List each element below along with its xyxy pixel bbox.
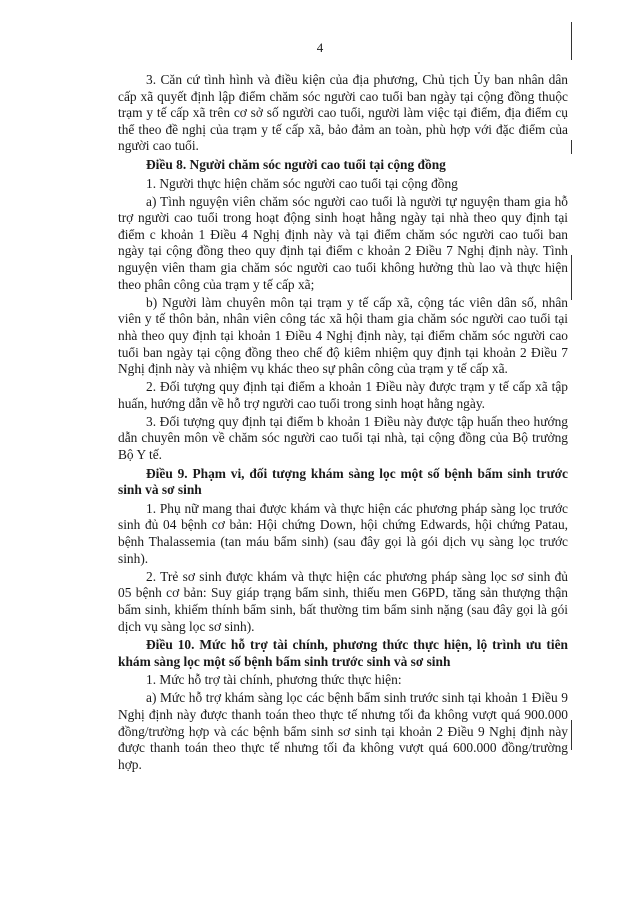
paragraph: a) Mức hỗ trợ khám sàng lọc các bệnh bẩm sinh trước sinh tại khoản 1 Điều 9 Nghị định này được thanh toán theo thực tế nhưng tối đa không vượt quá 900.000 đồng/trường hợp và các bệnh bẩm sinh sơ sinh tại khoản 2 Điều 9 Nghị định này được thanh toán theo thực tế nhưng tối đa không vượt quá 600.000 đồng/trường hợp. xyxy=(118,690,568,772)
document-body xyxy=(118,72,568,775)
margin-rule xyxy=(571,140,572,154)
article-heading: Điều 8. Người chăm sóc người cao tuổi tại cộng đồng xyxy=(146,156,446,172)
paragraph: 2. Trẻ sơ sinh được khám và thực hiện các phương pháp sàng lọc sơ sinh đủ 05 bệnh cơ bản: Suy giáp trạng bẩm sinh, thiếu men G6PD, tăng sản thượng thận bẩm sinh, khiếm thính bẩm sinh, bất thường tim bẩm sinh nặng (sau đây gọi là gói dịch vụ sàng lọc sơ sinh). xyxy=(118,568,568,634)
article-heading: Điều 10. Mức hỗ trợ tài chính, phương thức thực hiện, lộ trình ưu tiên khám sàng lọc một số bệnh bẩm sinh trước sinh và sơ sinh xyxy=(118,637,568,669)
article-heading: Điều 9. Phạm vi, đối tượng khám sàng lọc một số bệnh bẩm sinh trước sinh và sơ sinh xyxy=(118,465,568,498)
margin-rule xyxy=(571,720,572,750)
margin-rule xyxy=(571,255,572,300)
paragraph: 1. Mức hỗ trợ tài chính, phương thức thực hiện: xyxy=(146,672,402,688)
paragraph: 3. Đối tượng quy định tại điểm b khoản 1 Điều này được tập huấn theo hướng dẫn chuyên môn về chăm sóc người cao tuổi tại nhà, tại cộng đồng của Bộ trưởng Bộ Y tế. xyxy=(118,413,568,463)
paragraph: 1. Phụ nữ mang thai được khám và thực hiện các phương pháp sàng lọc trước sinh đủ 04 bệnh cơ bản: Hội chứng Down, hội chứng Edwards, hội chứng Patau, bệnh Thalassemia (tan máu bẩm sinh) (sau đây gọi là gói dịch vụ sàng lọc trước sinh). xyxy=(118,500,568,566)
margin-rule xyxy=(571,22,572,60)
paragraph: 2. Đối tượng quy định tại điểm a khoản 1 Điều này được trạm y tế cấp xã tập huấn, hướng dẫn về hỗ trợ người cao tuổi trong sinh hoạt hằng ngày. xyxy=(118,379,568,411)
paragraph: a) Tình nguyện viên chăm sóc người cao tuổi là người tự nguyện tham gia hỗ trợ người cao tuổi trong hoạt động sinh hoạt hằng ngày tại nhà theo quy định tại điểm c khoản 1 Điều 4 Nghị định này và tại điểm chăm sóc người cao tuổi ban ngày tại cộng đồng theo quy định tại điểm c khoản 2 Điều 7 Nghị định này. Tình nguyện viên tham gia chăm sóc người cao tuổi không hưởng thù lao và thực hiện theo phân công của trạm y tế cấp xã; xyxy=(118,193,568,292)
page-number: 4 xyxy=(316,40,324,55)
paragraph: 3. Căn cứ tình hình và điều kiện của địa phương, Chủ tịch Ủy ban nhân dân cấp xã quyết định lập điểm chăm sóc người cao tuổi ban ngày tại cộng đồng thuộc trạm y tế cấp xã trên cơ sở số người cao tuổi, người làm việc tại điểm, địa điểm cụ thể theo đề nghị của trạm y tế cấp xã, bảo đảm an toàn, phù hợp với đặc điểm của người cao tuổi. xyxy=(118,72,568,154)
paragraph: b) Người làm chuyên môn tại trạm y tế cấp xã, cộng tác viên dân số, nhân viên y tế thôn bản, nhân viên công tác xã hội tham gia chăm sóc người cao tuổi tại nhà theo quy định tại khoản 1 Điều 4 Nghị định này, tại điểm chăm sóc người cao tuổi ban ngày tại cộng đồng theo chế độ kiêm nhiệm quy định tại khoản 2 Điều 7 Nghị định này và nhiệm vụ khác theo sự phân công của trạm y tế cấp xã. xyxy=(118,294,568,377)
paragraph: 1. Người thực hiện chăm sóc người cao tuổi tại cộng đồng xyxy=(146,175,458,191)
